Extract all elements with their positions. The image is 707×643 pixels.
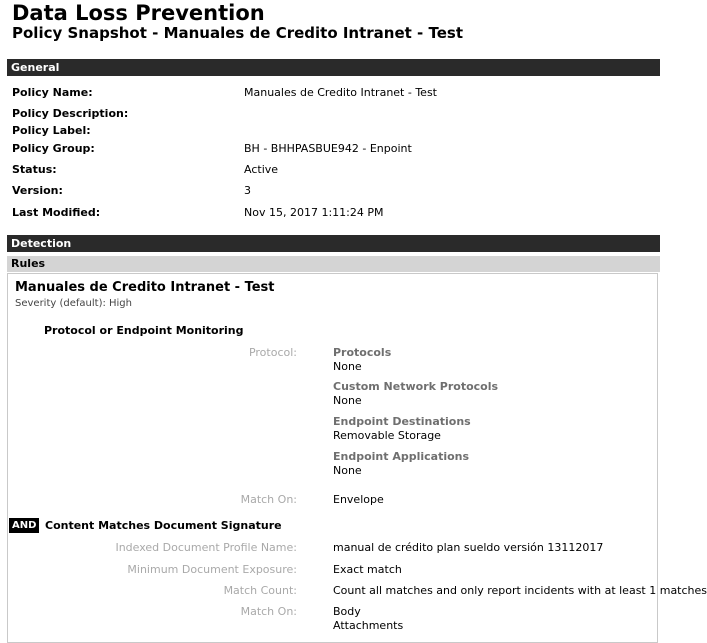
content-match-on-value-attachments: Attachments	[333, 619, 404, 632]
policy-description-label: Policy Description:	[12, 107, 129, 120]
custom-network-protocols-value: None	[333, 394, 362, 407]
endpoint-applications-heading: Endpoint Applications	[333, 450, 470, 463]
policy-name-value: Manuales de Credito Intranet - Test	[244, 86, 437, 99]
policy-name-label: Policy Name:	[12, 86, 93, 99]
last-modified-value: Nov 15, 2017 1:11:24 PM	[244, 206, 384, 219]
endpoint-destinations-value: Removable Storage	[333, 429, 441, 442]
indexed-document-profile-value: manual de crédito plan sueldo versión 13112017	[333, 541, 604, 554]
match-count-value: Count all matches and only report incidents with at least 1 matches	[333, 584, 707, 597]
content-match-on-value: Body	[333, 605, 361, 618]
match-count-label: Match Count:	[223, 584, 297, 597]
status-label: Status:	[12, 163, 57, 176]
policy-label-label: Policy Label:	[12, 124, 91, 137]
last-modified-label: Last Modified:	[12, 206, 101, 219]
protocols-heading: Protocols	[333, 346, 392, 359]
match-on-label: Match On:	[240, 493, 297, 506]
content-match-on-label: Match On:	[240, 605, 297, 618]
rules-subheader: Rules	[7, 256, 660, 272]
version-label: Version:	[12, 184, 63, 197]
status-value: Active	[244, 163, 279, 176]
endpoint-applications-value: None	[333, 464, 362, 477]
match-on-value: Envelope	[333, 493, 384, 506]
protocols-value: None	[333, 360, 362, 373]
indexed-document-profile-label: Indexed Document Profile Name:	[115, 541, 297, 554]
protocol-monitoring-title: Protocol or Endpoint Monitoring	[44, 324, 244, 337]
and-operator-badge: AND	[9, 518, 39, 533]
detection-section-header: Detection	[7, 235, 660, 252]
endpoint-destinations-heading: Endpoint Destinations	[333, 415, 471, 428]
page-subtitle: Policy Snapshot - Manuales de Credito Intranet - Test	[12, 24, 464, 42]
rule-severity: Severity (default): High	[15, 298, 132, 309]
version-value: 3	[244, 184, 251, 197]
content-matches-title: Content Matches Document Signature	[45, 519, 282, 532]
policy-group-value: BH - BHHPASBUE942 - Enpoint	[244, 142, 412, 155]
policy-group-label: Policy Group:	[12, 142, 95, 155]
rule-name: Manuales de Credito Intranet - Test	[15, 280, 275, 295]
page-title: Data Loss Prevention	[12, 1, 265, 25]
minimum-document-exposure-value: Exact match	[333, 563, 402, 576]
minimum-document-exposure-label: Minimum Document Exposure:	[127, 563, 297, 576]
custom-network-protocols-heading: Custom Network Protocols	[333, 380, 499, 393]
general-section-header: General	[7, 59, 660, 76]
protocol-label: Protocol:	[248, 346, 297, 359]
